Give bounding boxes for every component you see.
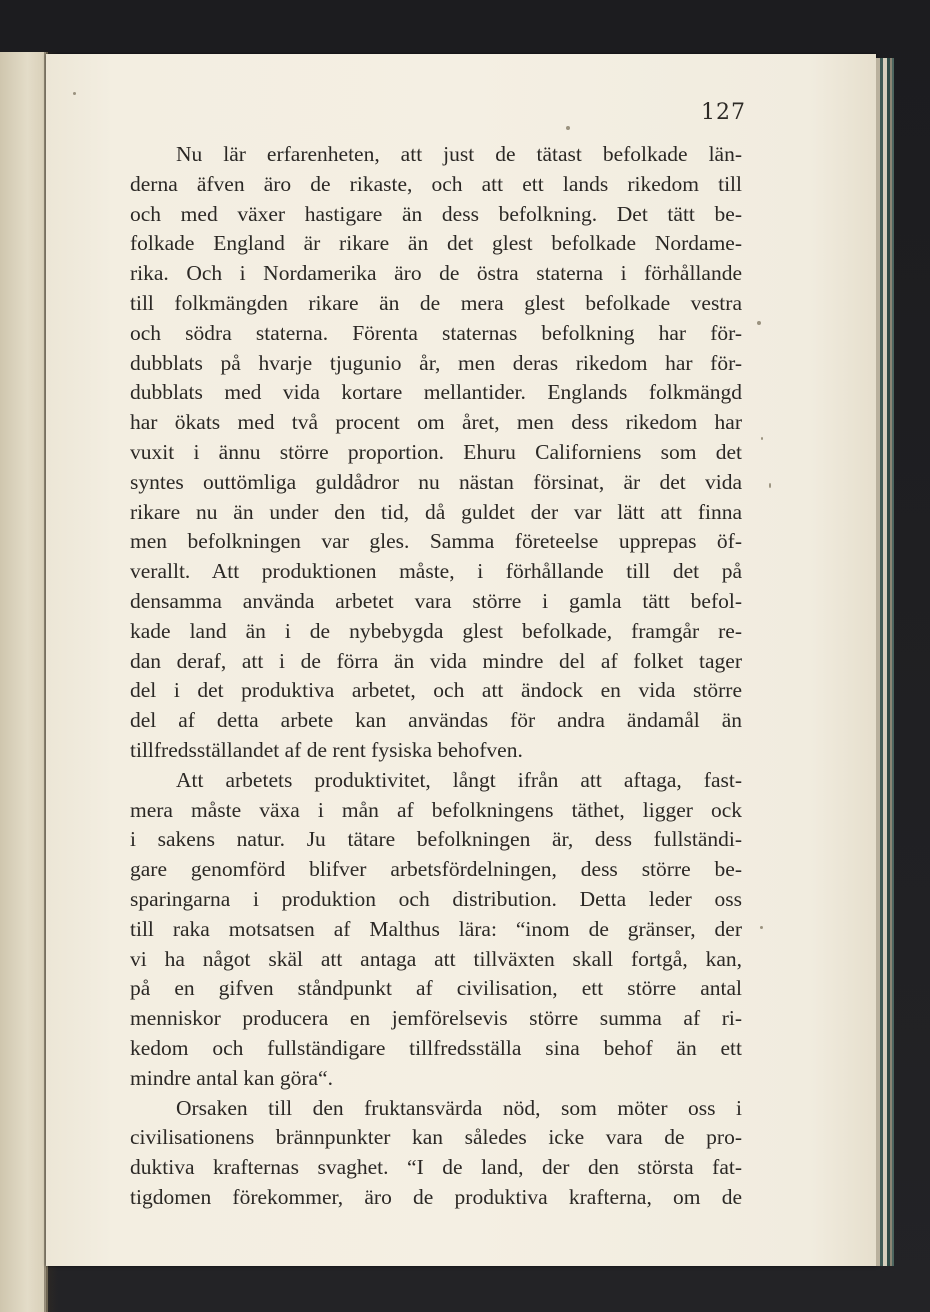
text-line: och södra staterna. Förenta staternas befolkning har för-	[130, 320, 742, 345]
text-line: syntes outtömliga guldådror nu nästan försinat, är det vida	[130, 469, 742, 494]
body-text	[130, 140, 742, 1213]
page-edge-stack	[892, 58, 894, 1266]
paper-speck	[769, 483, 771, 488]
text-line: på en gifven ståndpunkt af civilisation, ett större antal	[130, 976, 742, 1001]
text-line: sparingarna i produktion och distribution. Detta leder oss	[130, 886, 742, 911]
paper-speck	[761, 437, 763, 440]
text-line: i sakens natur. Ju tätare befolkningen är, dess fullständi-	[130, 827, 742, 852]
text-line: kedom och fullständigare tillfredsställa sina behof än ett	[130, 1035, 742, 1060]
text-line: mindre antal kan göra“.	[130, 1065, 333, 1090]
text-line: dubblats med vida kortare mellantider. Englands folkmängd	[130, 380, 742, 405]
text-line: dan deraf, att i de förra än vida mindre del af folket tager	[130, 648, 742, 673]
paper-speck	[757, 321, 761, 325]
paper-speck	[760, 926, 763, 929]
text-line: rika. Och i Nordamerika äro de östra staterna i förhållande	[130, 261, 742, 286]
text-line: till raka motsatsen af Malthus lära: “inom de gränser, der	[130, 916, 742, 941]
text-line: vi ha något skäl att antaga att tillväxten skall fortgå, kan,	[130, 946, 742, 971]
text-line: rikare nu än under den tid, då guldet der var lätt att finna	[130, 499, 742, 524]
text-line: verallt. Att produktionen måste, i förhållande till det på	[130, 559, 742, 584]
text-line: till folkmängden rikare än de mera glest befolkade vestra	[130, 290, 742, 315]
text-line: men befolkningen var gles. Samma företeelse upprepas öf-	[130, 529, 742, 554]
text-line: kade land än i de nybebygda glest befolkade, framgår re-	[130, 618, 742, 643]
text-line: densamma använda arbetet vara större i gamla tätt befol-	[130, 588, 742, 613]
previous-page-edge	[0, 52, 48, 1312]
text-line: gare genomförd blifver arbetsfördelningen, dess större be-	[130, 857, 742, 882]
text-line: dubblats på hvarje tjugunio år, men deras rikedom har för-	[130, 350, 742, 375]
text-line: del af detta arbete kan användas för andra ändamål än	[130, 708, 742, 733]
text-line: del i det produktiva arbetet, och att ändock en vida större	[130, 678, 742, 703]
text-line: vuxit i ännu större proportion. Ehuru Californiens som det	[130, 439, 742, 464]
text-line: derna äfven äro de rikaste, och att ett lands rikedom till	[130, 171, 742, 196]
text-line: Att arbetets produktivitet, långt ifrån att aftaga, fast-	[176, 767, 742, 792]
text-line: folkade England är rikare än det glest befolkade Nordame-	[130, 231, 742, 256]
text-line: Orsaken till den fruktansvärda nöd, som möter oss i	[176, 1095, 742, 1120]
paper-speck	[566, 126, 570, 130]
paper-speck	[73, 92, 76, 95]
text-line: och med växer hastigare än dess befolkning. Det tätt be-	[130, 201, 742, 226]
text-line: menniskor producera en jemförelsevis större summa af ri-	[130, 1006, 742, 1031]
page-number: 127	[701, 100, 746, 125]
text-line: tigdomen förekommer, äro de produktiva krafterna, om de	[130, 1184, 742, 1209]
text-line: duktiva krafternas svaghet. “I de land, der den största fat-	[130, 1155, 742, 1180]
text-line: har ökats med två procent om året, men dess rikedom har	[130, 410, 742, 435]
text-line: tillfredsställandet af de rent fysiska behofven.	[130, 737, 523, 762]
text-line: Nu lär erfarenheten, att just de tätast befolkade län-	[176, 142, 742, 166]
text-line: civilisationens brännpunkter kan således icke vara de pro-	[130, 1125, 742, 1150]
text-line: mera måste växa i mån af befolkningens täthet, ligger ock	[130, 797, 742, 822]
